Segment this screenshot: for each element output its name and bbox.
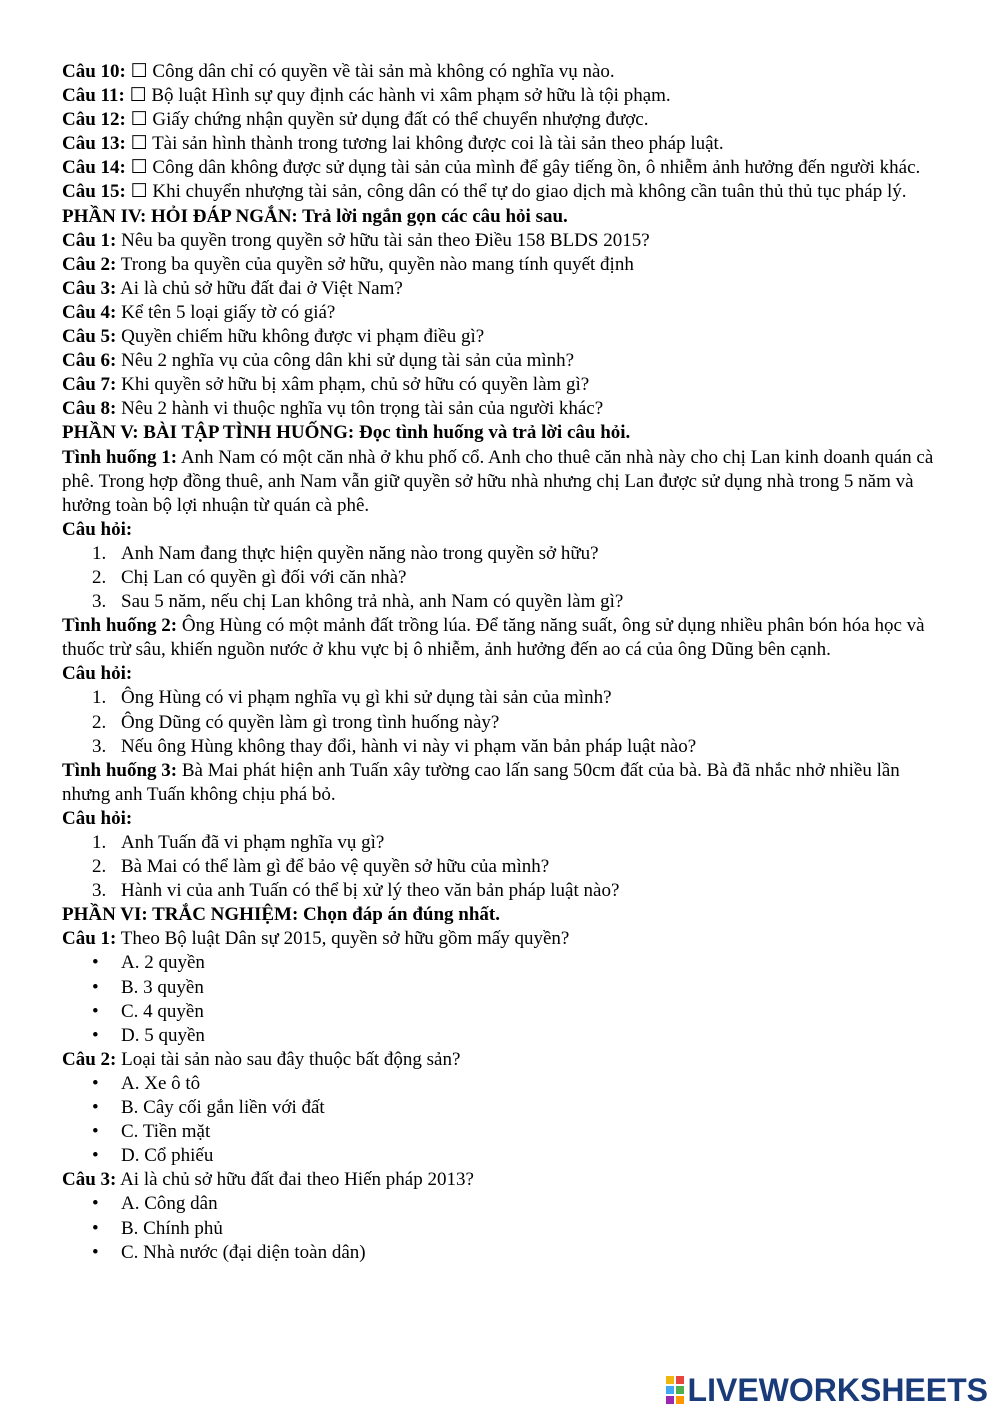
- case-1-questions-label: Câu hỏi:: [62, 518, 133, 540]
- logo-square: [666, 1386, 674, 1394]
- case-question: 3. Sau 5 năm, nếu chị Lan không trả nhà, anh Nam có quyền làm gì?: [92, 591, 624, 613]
- case-question: 2. Ông Dũng có quyền làm gì trong tình huống này?: [92, 711, 500, 733]
- short-question: Câu 5: Quyền chiếm hữu không được vi phạm điều gì?: [62, 326, 485, 348]
- logo-grid-icon: [666, 1376, 684, 1404]
- short-question: Câu 6: Nêu 2 nghĩa vụ của công dân khi sử dụng tài sản của mình?: [62, 350, 575, 372]
- mc-option[interactable]: • C. Nhà nước (đại diện toàn dân): [92, 1241, 366, 1263]
- logo-square: [666, 1376, 674, 1384]
- case-3: Tình huống 3: Bà Mai phát hiện anh Tuấn xây tường cao lấn sang 50cm đất của bà. Bà đã nhắc nhở nhiều lần nhưng anh Tuấn không chịu phá bỏ.: [62, 759, 900, 805]
- short-question: Câu 2: Trong ba quyền của quyền sở hữu, quyền nào mang tính quyết định: [62, 253, 634, 275]
- case-2-questions: [62, 686, 942, 758]
- logo-square: [676, 1396, 684, 1404]
- mc-option[interactable]: • A. 2 quyền: [92, 952, 205, 974]
- case-question: 3. Nếu ông Hùng không thay đổi, hành vi này vi phạm văn bản pháp luật nào?: [92, 735, 697, 757]
- short-question: Câu 8: Nêu 2 hành vi thuộc nghĩa vụ tôn trọng tài sản của người khác?: [62, 398, 604, 420]
- tf-item: Câu 10: ☐ Công dân chỉ có quyền về tài sản mà không có nghĩa vụ nào.: [62, 61, 615, 82]
- case-question: 3. Hành vi của anh Tuấn có thể bị xử lý theo văn bản pháp luật nào?: [92, 880, 620, 902]
- short-question: Câu 3: Ai là chủ sở hữu đất đai ở Việt Nam?: [62, 277, 403, 299]
- logo-text: LIVEWORKSHEETS: [687, 1371, 988, 1408]
- liveworksheets-logo[interactable]: [666, 1372, 988, 1408]
- mc-options: [62, 1072, 942, 1168]
- case-1: Tình huống 1: Anh Nam có một căn nhà ở khu phố cổ. Anh cho thuê căn nhà này cho chị Lan kinh doanh quán cà phê. Trong hợp đồng thuê, anh Nam vẫn giữ quyền sở hữu nhà nhưng chị Lan được sử dụng nhà trong 5 năm và hưởng toàn bộ lợi nhuận từ quán cà phê.: [62, 446, 934, 516]
- true-false-section: [62, 60, 942, 205]
- tf-item: Câu 12: ☐ Giấy chứng nhận quyền sử dụng đất có thể chuyển nhượng được.: [62, 109, 649, 131]
- part-4-heading: PHẦN IV: HỎI ĐÁP NGẮN: Trả lời ngắn gọn các câu hỏi sau.: [62, 205, 568, 227]
- part-6-heading: PHẦN VI: TRẮC NGHIỆM: Chọn đáp án đúng nhất.: [62, 904, 500, 926]
- case-3-questions-label: Câu hỏi:: [62, 807, 133, 829]
- mc-question: Câu 3: Ai là chủ sở hữu đất đai theo Hiến pháp 2013?: [62, 1169, 474, 1191]
- part-5-section: [62, 421, 942, 903]
- short-question: Câu 1: Nêu ba quyền trong quyền sở hữu tài sản theo Điều 158 BLDS 2015?: [62, 229, 650, 251]
- mc-option[interactable]: • B. 3 quyền: [92, 976, 204, 998]
- mc-option[interactable]: • B. Cây cối gắn liền với đất: [92, 1097, 325, 1119]
- mc-question: Câu 1: Theo Bộ luật Dân sự 2015, quyền sở hữu gồm mấy quyền?: [62, 928, 570, 950]
- case-question: 1. Anh Nam đang thực hiện quyền năng nào trong quyền sở hữu?: [92, 542, 599, 564]
- tf-item: Câu 14: ☐ Công dân không được sử dụng tài sản của mình để gây tiếng ồn, ô nhiễm ảnh hưởng đến người khác.: [62, 157, 921, 179]
- logo-square: [676, 1376, 684, 1384]
- tf-item: Câu 13: ☐ Tài sản hình thành trong tương lai không được coi là tài sản theo pháp luật.: [62, 133, 724, 155]
- case-question: 1. Ông Hùng có vi phạm nghĩa vụ gì khi sử dụng tài sản của mình?: [92, 687, 612, 709]
- case-question: 2. Chị Lan có quyền gì đối với căn nhà?: [92, 566, 407, 588]
- part-4-section: [62, 205, 942, 422]
- mc-option[interactable]: • D. Cổ phiếu: [92, 1145, 214, 1167]
- mc-option[interactable]: • A. Xe ô tô: [92, 1072, 201, 1094]
- short-question: Câu 4: Kể tên 5 loại giấy tờ có giá?: [62, 301, 336, 323]
- case-3-questions: [62, 831, 942, 903]
- worksheet-document: [62, 60, 942, 1265]
- mc-options: [62, 951, 942, 1047]
- case-question: 2. Bà Mai có thể làm gì để bảo vệ quyền sở hữu của mình?: [92, 856, 550, 878]
- tf-item: Câu 15: ☐ Khi chuyển nhượng tài sản, công dân có thể tự do giao dịch mà không cần tuân thủ thủ tục pháp lý.: [62, 181, 907, 203]
- case-question: 1. Anh Tuấn đã vi phạm nghĩa vụ gì?: [92, 832, 385, 853]
- logo-square: [676, 1386, 684, 1394]
- mc-option[interactable]: • C. 4 quyền: [92, 1000, 204, 1022]
- part-6-section: [62, 903, 942, 1264]
- logo-square: [666, 1396, 674, 1404]
- case-2: Tình huống 2: Ông Hùng có một mảnh đất trồng lúa. Để tăng năng suất, ông sử dụng nhiều phân bón hóa học và thuốc trừ sâu, khiến nguồn nước ở khu vực bị ô nhiễm, ảnh hưởng đến ao cá của ông Dũng bên cạnh.: [62, 615, 925, 661]
- mc-option[interactable]: • B. Chính phủ: [92, 1217, 223, 1239]
- mc-options: [62, 1192, 942, 1264]
- mc-option[interactable]: • C. Tiền mặt: [92, 1121, 211, 1143]
- mc-option[interactable]: • A. Công dân: [92, 1193, 218, 1215]
- case-2-questions-label: Câu hỏi:: [62, 663, 133, 685]
- mc-question: Câu 2: Loại tài sản nào sau đây thuộc bất động sản?: [62, 1048, 461, 1070]
- short-question: Câu 7: Khi quyền sở hữu bị xâm phạm, chủ sở hữu có quyền làm gì?: [62, 374, 590, 396]
- mc-option[interactable]: • D. 5 quyền: [92, 1024, 205, 1046]
- tf-item: Câu 11: ☐ Bộ luật Hình sự quy định các hành vi xâm phạm sở hữu là tội phạm.: [62, 85, 671, 107]
- case-1-questions: [62, 542, 942, 614]
- part-5-heading: PHẦN V: BÀI TẬP TÌNH HUỐNG: Đọc tình huống và trả lời câu hỏi.: [62, 422, 631, 444]
